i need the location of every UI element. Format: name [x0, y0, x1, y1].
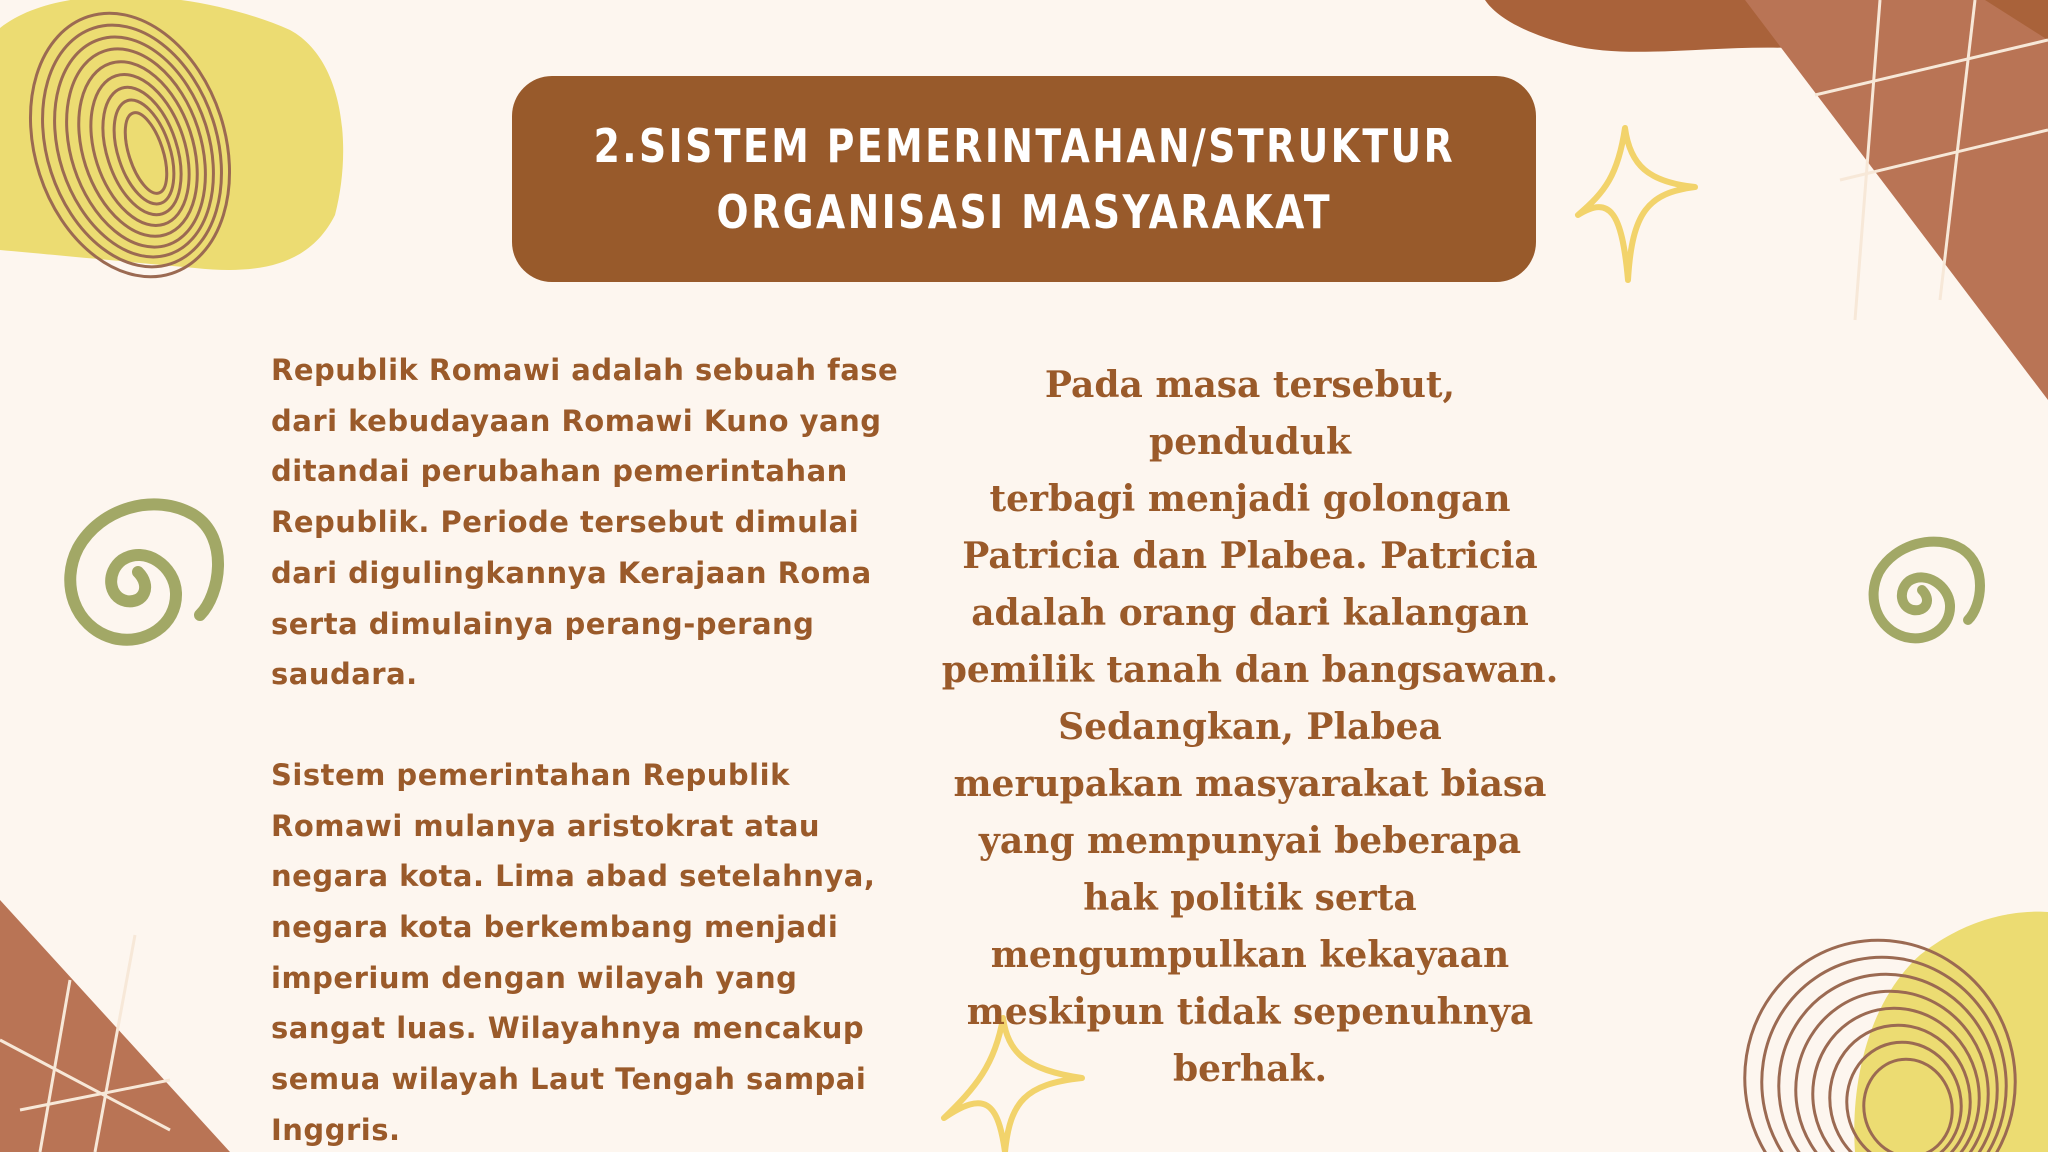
right-paragraph: Pada masa tersebut, penduduk terbagi menjadi golongan Patricia dan Plabea. Patricia adalah orang dari kalangan pemilik tanah dan bangsawan. Sedangkan, Plabea merupakan masyarakat biasa yang mempunyai beberapa hak politik serta mengumpulkan kekayaan meskipun tidak sepenuhnya berhak.: [941, 364, 1559, 1090]
sparkle-icon-top-right: [1578, 128, 1695, 280]
title-line-1: 2.SISTEM PEMERINTAHAN/STRUKTUR: [593, 119, 1455, 173]
right-text-column: [940, 357, 1560, 1098]
title-banner: [512, 76, 1536, 282]
swirl-icon-left: [70, 504, 218, 639]
contour-blob-bottom-right: [1719, 912, 2048, 1152]
title-line-2: ORGANISASI MASYARAKAT: [716, 185, 1332, 239]
swirl-icon-right: [1874, 542, 1980, 639]
left-text-column: [271, 345, 931, 1152]
shapes-bottom-left: [0, 900, 230, 1152]
left-paragraph-2: Sistem pemerintahan Republik Romawi mulanya aristokrat atau negara kota. Lima abad setelahnya, negara kota berkembang menjadi imperium dengan wilayah yang sangat luas. Wilayahnya mencakup semua wilayah Laut Tengah sampai Inggris.: [271, 757, 876, 1147]
left-paragraph-1: Republik Romawi adalah sebuah fase dari kebudayaan Romawi Kuno yang ditandai perubahan pemerintahan Republik. Periode tersebut dimulai dari digulingkannya Kerajaan Roma serta dimulainya perang-perang saudara.: [271, 353, 899, 692]
contour-blob-top-left: [0, 0, 343, 303]
